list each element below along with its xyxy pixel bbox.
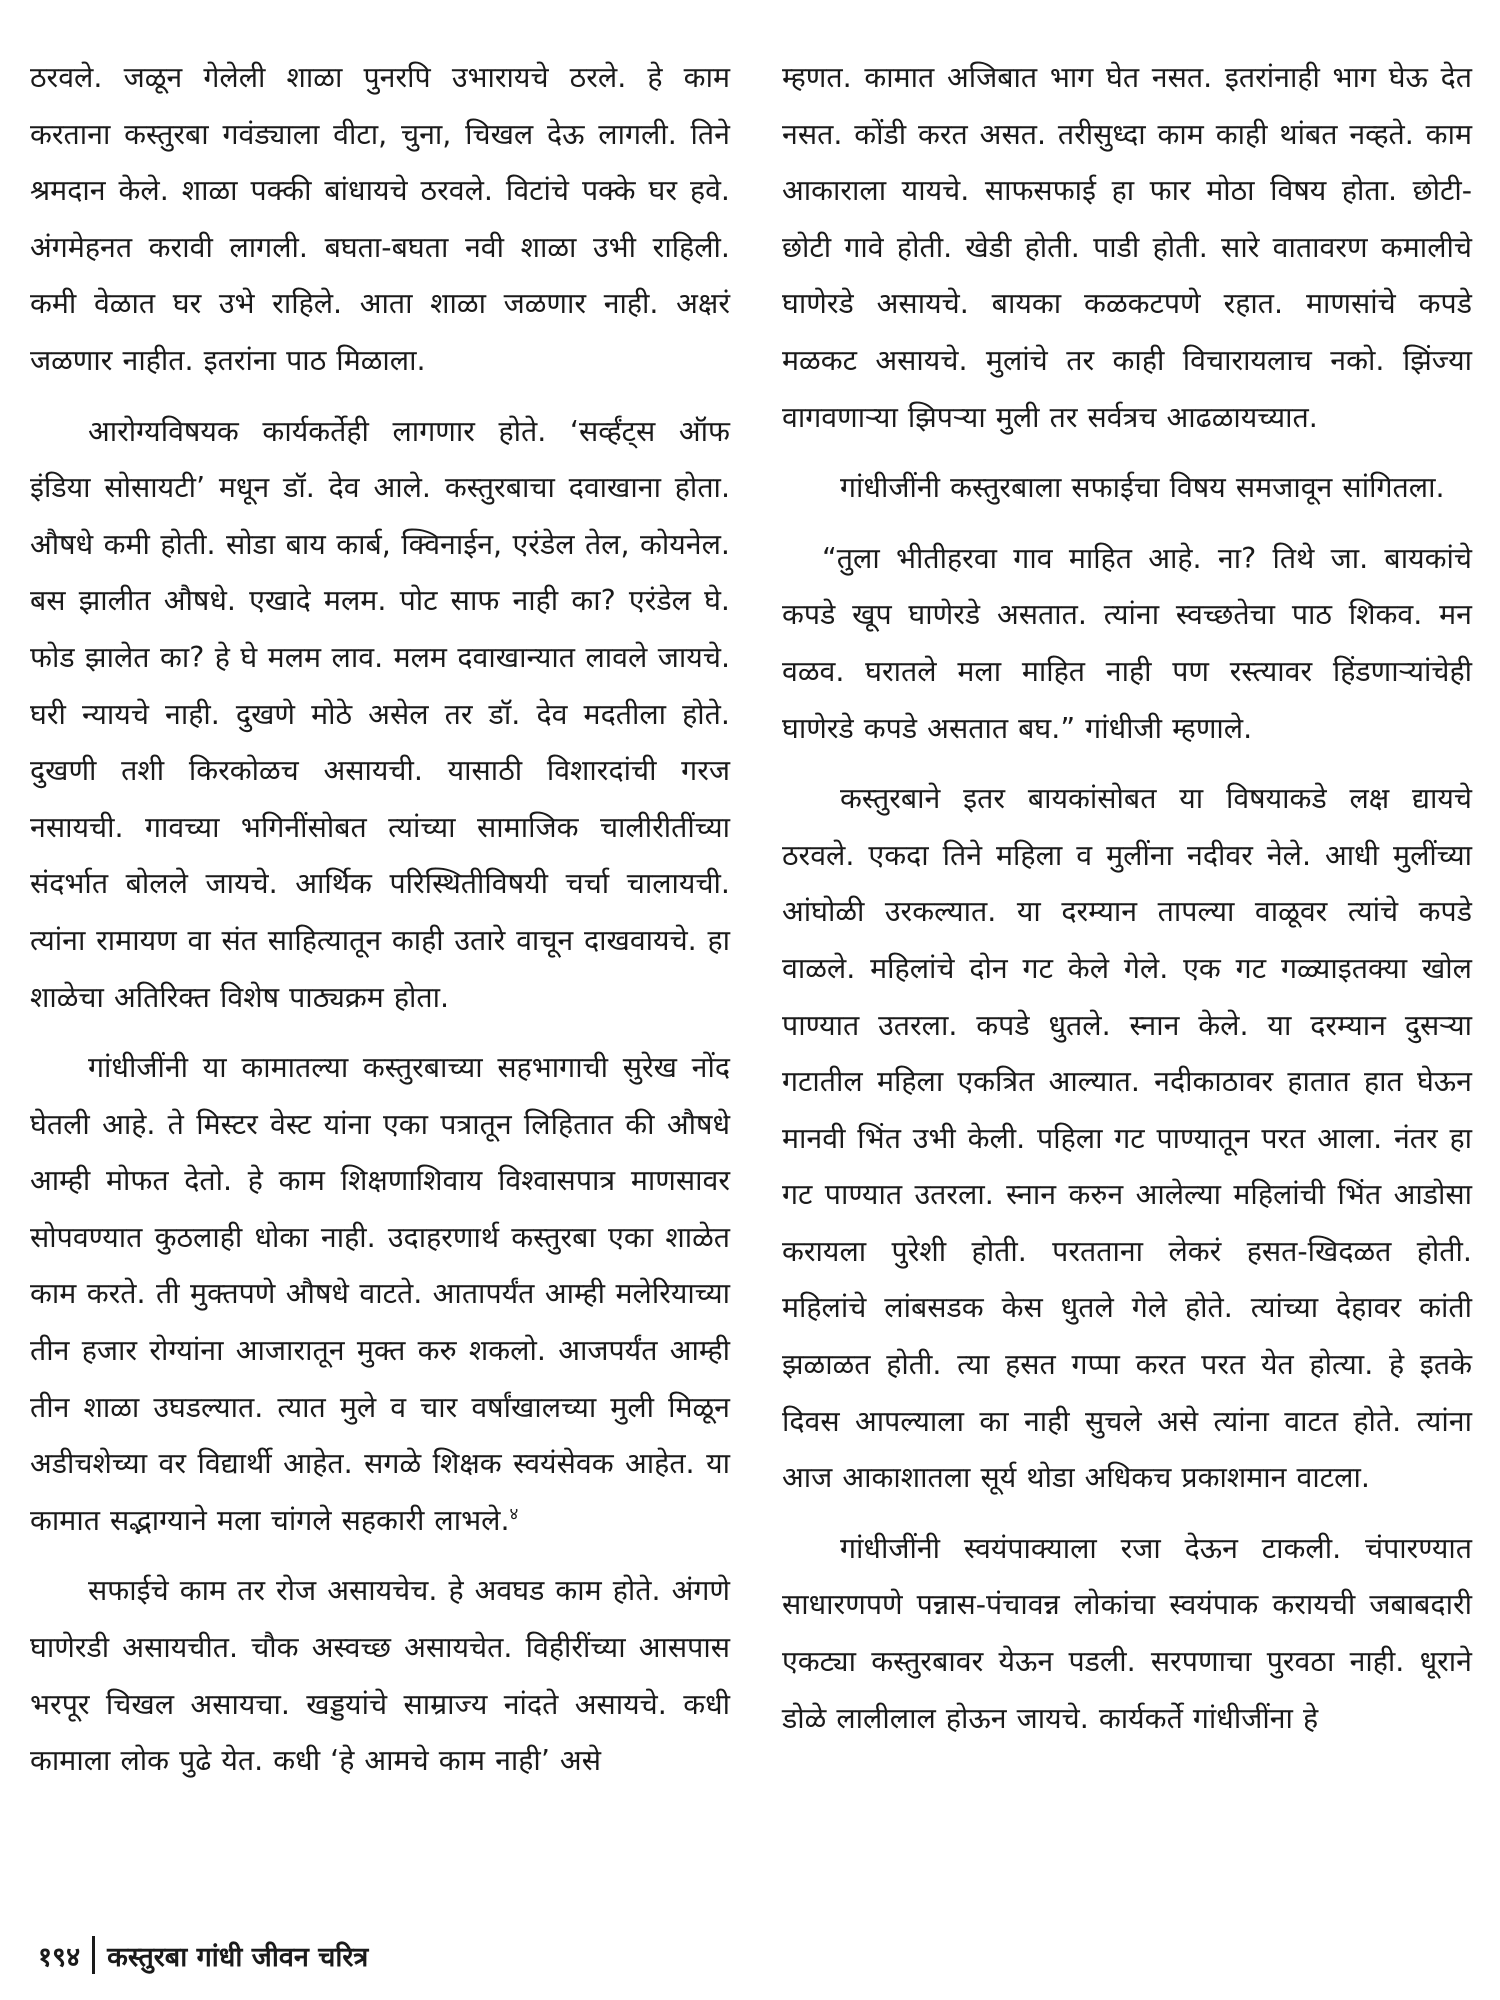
page-number: १९४: [38, 1941, 81, 1973]
page-footer: [38, 1936, 368, 1974]
paragraph: सफाईचे काम तर रोज असायचेच. हे अवघड काम होते. अंगणे घाणेरडी असायचीत. चौक अस्वच्छ असायचेत. विहीरींच्या आसपास भरपूर चिखल असायचा. खड्डयांचे साम्राज्य नांदते असायचे. कधी कामाला लोक पुढे येत. कधी ‘हे आमचे काम नाही’ असे: [30, 1574, 730, 1778]
paragraph: म्हणत. कामात अजिबात भाग घेत नसत. इतरांनाही भाग घेऊ देत नसत. कोंडी करत असत. तरीसुध्दा काम काही थांबत नव्हते. काम आकाराला यायचे. साफसफाई हा फार मोठा विषय होता. छोटी-छोटी गावे होती. खेडी होती. पाडी होती. सारे वातावरण कमालीचे घाणेरडे असायचे. बायका कळकटपणे रहात. माणसांचे कपडे मळकट असायचे. मुलांचे तर काही विचारायलाच नको. झिंज्या वागवणाऱ्या झिपऱ्या मुली तर सर्वत्रच आढळायच्यात.: [782, 61, 1472, 434]
paragraph: [30, 1040, 730, 1549]
footer-divider: [92, 1936, 95, 1974]
paragraph: गांधीजींनी स्वयंपाक्याला रजा देऊन टाकली. चंपारण्यात साधारणपणे पन्नास-पंचावन्न लोकांचा स्वयंपाक करायची जबाबदारी एकट्या कस्तुरबावर येऊन पडली. सरपणाचा पुरवठा नाही. धूराने डोळे लालीलाल होऊन जायचे. कार्यकर्ते गांधीजींना हे: [782, 1531, 1472, 1735]
left-column: [30, 50, 730, 1804]
paragraph-text: गांधीजींनी या कामातल्या कस्तुरबाच्या सहभागाची सुरेख नोंद घेतली आहे. ते मिस्टर वेस्ट यांना एका पत्रातून लिहितात की औषधे आम्ही मोफत देतो. हे काम शिक्षणाशिवाय विश्वासपात्र माणसावर सोपवण्यात कुठलाही धोका नाही. उदाहरणार्थ कस्तुरबा एका शाळेत काम करते. ती मुक्तपणे औषधे वाटते. आतापर्यंत आम्ही मलेरियाच्या तीन हजार रोग्यांना आजारातून मुक्त करु शकलो. आजपर्यंत आम्ही तीन शाळा उघडल्यात. त्यात मुले व चार वर्षांखालच्या मुली मिळून अडीचशेच्या वर विद्यार्थी आहेत. सगळे शिक्षक स्वयंसेवक आहेत. या कामात सद्भाग्याने मला चांगले सहकारी लाभले.: [30, 1051, 730, 1537]
right-column: [782, 50, 1472, 1761]
paragraph: कस्तुरबाने इतर बायकांसोबत या विषयाकडे लक्ष द्यायचे ठरवले. एकदा तिने महिला व मुलींना नदीवर नेले. आधी मुलींच्या आंघोळी उरकल्यात. या दरम्यान तापल्या वाळूवर त्यांचे कपडे वाळले. महिलांचे दोन गट केले गेले. एक गट गळ्याइतक्या खोल पाण्यात उतरला. कपडे धुतले. स्नान केले. या दरम्यान दुसऱ्या गटातील महिला एकत्रित आल्यात. नदीकाठावर हातात हात घेऊन मानवी भिंत उभी केली. पहिला गट पाण्यातून परत आला. नंतर हा गट पाण्यात उतरला. स्नान करुन आलेल्या महिलांची भिंत आडोसा करायला पुरेशी होती. परतताना लेकरं हसत-खिदळत होती. महिलांचे लांबसडक केस धुतले गेले होते. त्यांच्या देहावर कांती झळाळत होती. त्या हसत गप्पा करत परत येत होत्या. हे इतके दिवस आपल्याला का नाही सुचले असे त्यांना वाटत होते. त्यांना आज आकाशातला सूर्य थोडा अधिकच प्रकाशमान वाटला.: [782, 782, 1472, 1495]
book-title: कस्तुरबा गांधी जीवन चरित्र: [107, 1941, 369, 1973]
paragraph: ठरवले. जळून गेलेली शाळा पुनरपि उभारायचे ठरले. हे काम करताना कस्तुरबा गवंड्याला वीटा, चुना, चिखल देऊ लागली. तिने श्रमदान केले. शाळा पक्की बांधायचे ठरवले. विटांचे पक्के घर हवे. अंगमेहनत करावी लागली. बघता-बघता नवी शाळा उभी राहिली. कमी वेळात घर उभे राहिले. आता शाळा जळणार नाही. अक्षरं जळणार नाहीत. इतरांना पाठ मिळाला.: [30, 61, 730, 377]
paragraph: गांधीजींनी कस्तुरबाला सफाईचा विषय समजावून सांगितला.: [840, 471, 1445, 505]
footnote-marker: ४: [509, 1504, 519, 1525]
quote-paragraph: “तुला भीतीहरवा गाव माहित आहे. ना? तिथे जा. बायकांचे कपडे खूप घाणेरडे असतात. त्यांना स्वच्छतेचा पाठ शिकव. मन वळव. घरातले मला माहित नाही पण रस्त्यावर हिंडणाऱ्यांचेही घाणेरडे कपडे असतात बघ.” गांधीजी म्हणाले.: [782, 541, 1472, 745]
paragraph: आरोग्यविषयक कार्यकर्तेही लागणार होते. ‘सर्व्हंट्स ऑफ इंडिया सोसायटी’ मधून डॉ. देव आले. कस्तुरबाचा दवाखाना होता. औषधे कमी होती. सोडा बाय कार्ब, क्विनाईन, एरंडेल तेल, कोयनेल. बस झालीत औषधे. एखादे मलम. पोट साफ नाही का? एरंडेल घे. फोड झालेत का? हे घे मलम लाव. मलम दवाखान्यात लावले जायचे. घरी न्यायचे नाही. दुखणे मोठे असेल तर डॉ. देव मदतीला होते. दुखणी तशी किरकोळच असायची. यासाठी विशारदांची गरज नसायची. गावच्या भगिनींसोबत त्यांच्या सामाजिक चालीरीतींच्या संदर्भात बोलले जायचे. आर्थिक परिस्थितीविषयी चर्चा चालायची. त्यांना रामायण वा संत साहित्यातून काही उतारे वाचून दाखवायचे. हा शाळेचा अतिरिक्त विशेष पाठ्यक्रम होता.: [30, 414, 730, 1014]
